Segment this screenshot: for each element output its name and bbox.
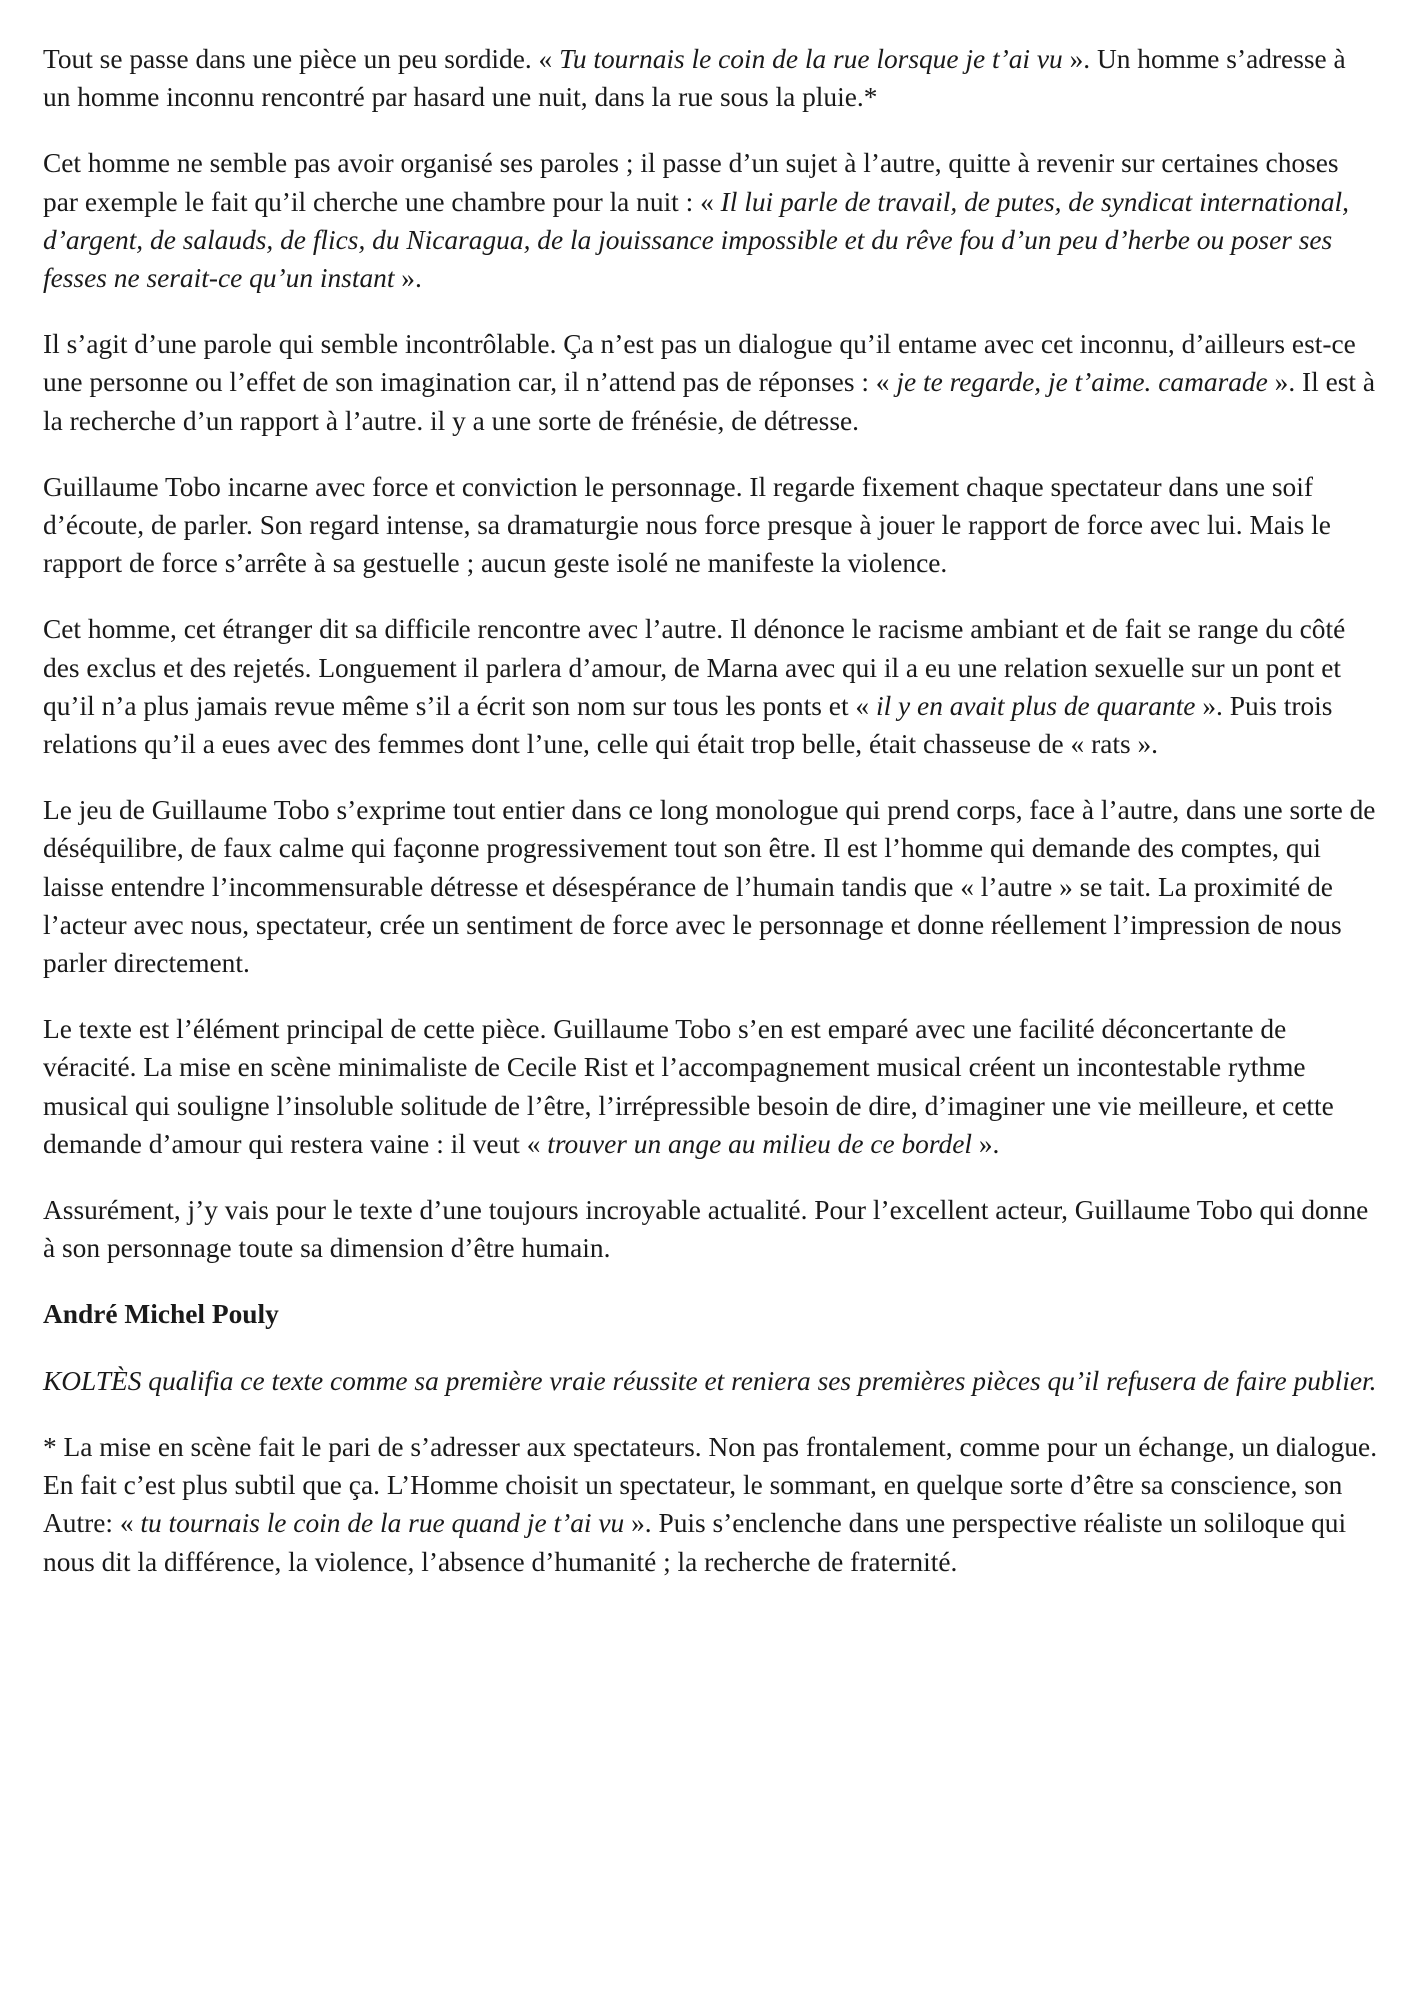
paragraph-text: Assurément, j’y vais pour le texte d’une toujours incroyable actualité. Pour l’excellent acteur, Guillaume Tobo qui donne à son personnage toute sa dimension d’être humain. <box>43 1195 1369 1264</box>
footnote-text: * La mise en scène fait le pari de s’adresser aux spectateurs. Non pas frontalement, comme pour un échange, un dialogue. En fait c’est plus subtil que ça. L’Homme choisit un spectateur, le sommant, en quelque sorte d’être sa conscience, son Autre: « <box>43 1431 1378 1539</box>
quote-text: tu tournais le coin de la rue quand je t’ai vu <box>140 1508 625 1539</box>
paragraph-6 <box>43 791 1378 982</box>
paragraph-2 <box>43 144 1378 297</box>
footnote <box>43 1428 1378 1581</box>
quote-text: Tu tournais le coin de la rue lorsque je t’ai vu <box>559 44 1063 74</box>
paragraph-text: Le texte est l’élément principal de cette pièce. Guillaume Tobo s’en est emparé avec une facilité déconcertante de véracité. La mise en scène minimaliste de Cecile Rist et l’accompagnement musical créent un incontestable rythme musical qui souligne l’insoluble solitude de l’être, l’irrépressible besoin de dire, d’imaginer une vie meilleure, et cette demande d’amour qui restera vaine : il veut « <box>43 1014 1334 1159</box>
paragraph-text: Tout se passe dans une pièce un peu sordide. « <box>43 44 560 74</box>
paragraph-text: Le jeu de Guillaume Tobo s’exprime tout entier dans ce long monologue qui prend corps, face à l’autre, dans une sorte de déséquilibre, de faux calme qui façonne progressivement tout son être. Il est l’homme qui demande des comptes, qui laisse entendre l’incommensurable détresse et désespérance de l’humain tandis que « l’autre » se tait. La proximité de l’acteur avec nous, spectateur, crée un sentiment de force avec le personnage et donne réellement l’impression de nous parler directement. <box>43 795 1376 979</box>
paragraph-text: ». <box>971 1128 1000 1159</box>
paragraph-3 <box>43 325 1378 440</box>
paragraph-4 <box>43 468 1378 583</box>
document-page <box>43 40 1378 1609</box>
footnote-text: ». Puis s’enclenche dans une perspective réaliste un soliloque qui nous dit la différence, la violence, l’absence d’humanité ; la recherche de fraternité. <box>43 1508 1347 1577</box>
paragraph-text: ». Un homme s’adresse à un homme inconnu rencontré par hasard une nuit, dans la rue sous la pluie.* <box>43 44 1346 113</box>
quote-text: Il lui parle de travail, de putes, de syndicat international, d’argent, de salauds, de flics, du Nicaragua, de la jouissance impossible et du rêve fou d’un peu d’herbe ou poser ses fesses ne serait-ce qu’un instant <box>43 186 1350 294</box>
italic-note: KOLTÈS qualifia ce texte comme sa première vraie réussite et reniera ses premières pièces qu’il refusera de faire publier. <box>43 1365 1377 1396</box>
paragraph-text: ». Il est à la recherche d’un rapport à l’autre. il y a une sorte de frénésie, de détresse. <box>43 367 1376 436</box>
paragraph-text: Guillaume Tobo incarne avec force et conviction le personnage. Il regarde fixement chaque spectateur dans une soif d’écoute, de parler. Son regard intense, sa dramaturgie nous force presque à jouer le rapport de force avec lui. Mais le rapport de force s’arrête à sa gestuelle ; aucun geste isolé ne manifeste la violence. <box>43 471 1331 579</box>
paragraph-7 <box>43 1010 1378 1163</box>
quote-text: il y en avait plus de quarante <box>875 690 1196 721</box>
paragraph-text: ». Puis trois relations qu’il a eues avec des femmes dont l’une, celle qui était trop belle, était chasseuse de « rats ». <box>43 690 1333 760</box>
paragraph-text: Cet homme ne semble pas avoir organisé ses paroles ; il passe d’un sujet à l’autre, quitte à revenir sur certaines choses par exemple le fait qu’il cherche une chambre pour la nuit : « <box>43 148 1339 217</box>
author-signature: André Michel Pouly <box>43 1299 279 1330</box>
quote-text: je te regarde, je t’aime. camarade <box>896 367 1268 398</box>
quote-text: trouver un ange au milieu de ce bordel <box>547 1128 972 1159</box>
paragraph-8 <box>43 1191 1378 1267</box>
paragraph-5 <box>43 610 1378 763</box>
paragraph-text: Cet homme, cet étranger dit sa difficile rencontre avec l’autre. Il dénonce le racisme ambiant et de fait se range du côté des exclus et des rejetés. Longuement il parlera d’amour, de Marna avec qui il a eu une relation sexuelle sur un pont et qu’il n’a plus jamais revue même s’il a écrit son nom sur tous les ponts et « <box>43 614 1346 721</box>
paragraph-text: ». <box>394 263 422 294</box>
paragraph-text: Il s’agit d’une parole qui semble incontrôlable. Ça n’est pas un dialogue qu’il entame avec cet inconnu, d’ailleurs est-ce une personne ou l’effet de son imagination car, il n’attend pas de réponses : « <box>43 329 1356 398</box>
paragraph-1 <box>43 40 1378 116</box>
